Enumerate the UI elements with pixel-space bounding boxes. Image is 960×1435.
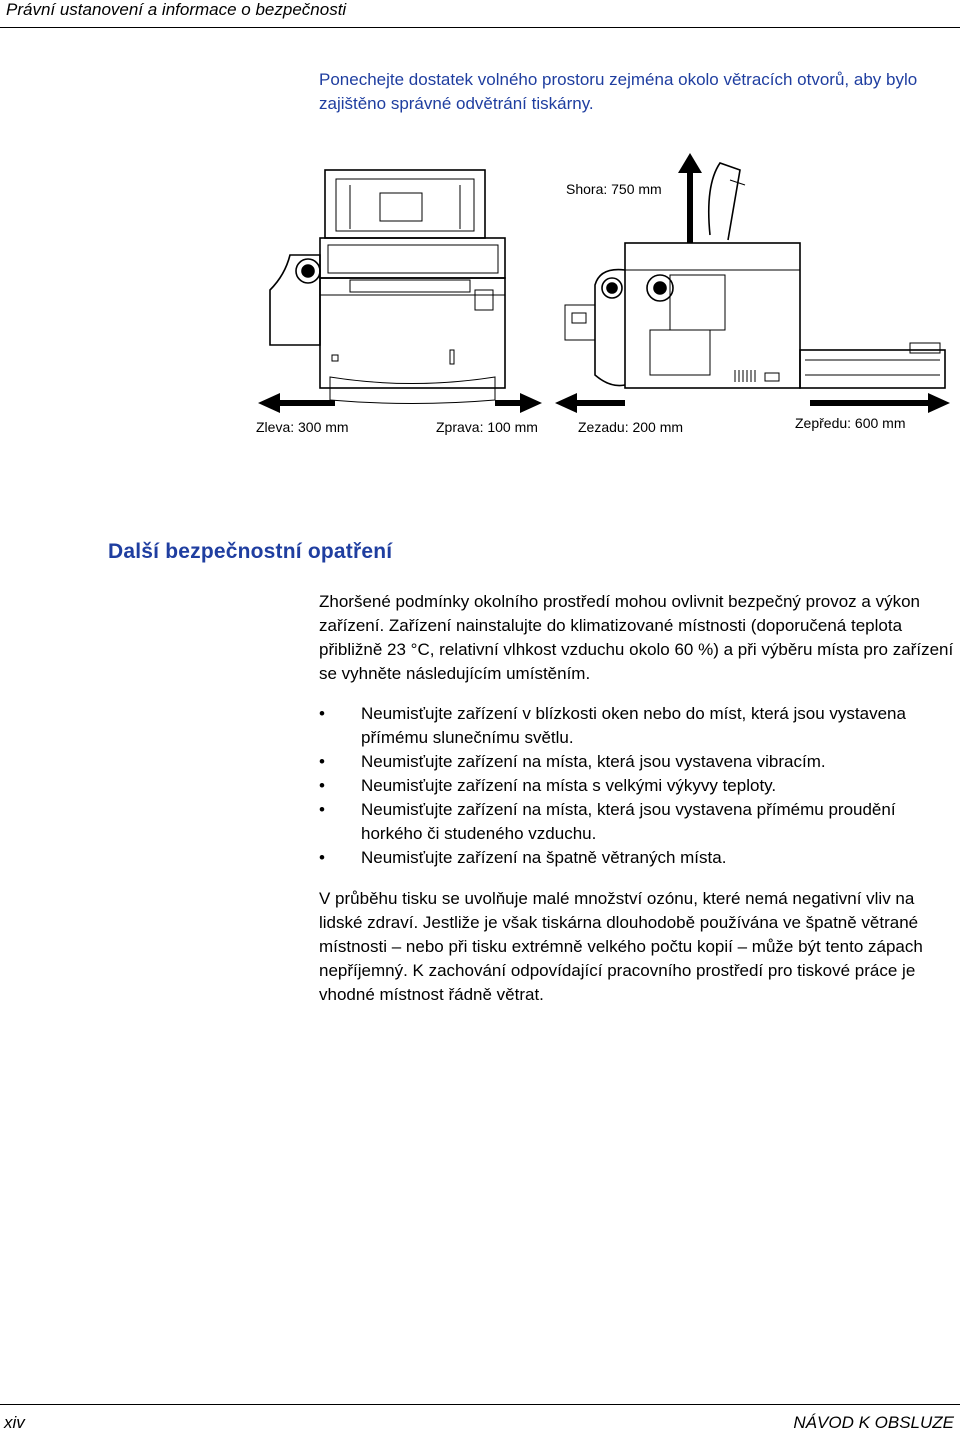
header-rule	[0, 27, 960, 28]
list-item: • Neumisťujte zařízení na špatně větraných místa.	[319, 846, 954, 870]
top-arrow-head	[678, 153, 702, 173]
page-number: xiv	[4, 1413, 25, 1432]
list-item: • Neumisťujte zařízení na místa, která jsou vystavena přímému proudění horkého či studeného vzduchu.	[319, 798, 954, 846]
intro-text: Ponechejte dostatek volného prostoru zejména okolo větracích otvorů, aby bylo zajištěno správné odvětrání tiskárny.	[319, 70, 918, 113]
front-clearance-label: Zepředu: 600 mm	[795, 415, 906, 431]
bullet-list	[319, 702, 954, 870]
right-clearance-label: Zprava: 100 mm	[436, 419, 538, 435]
front-view-upper-body	[320, 238, 505, 278]
section-paragraph-1: Zhoršené podmínky okolního prostředí mohou ovlivnit bezpečný provoz a výkon zařízení. Zařízení nainstalujte do klimatizované místnosti (doporučená teplota přibližně 23 °C, relativní vlhkost vzduchu okolo 60 %) a při výběru místa pro zařízení se vyhněte následujícím umístěním.	[319, 592, 954, 683]
footer-rule	[0, 1404, 960, 1405]
list-item: • Neumisťujte zařízení v blízkosti oken nebo do míst, která jsou vystavena přímému slunečnímu světlu.	[319, 702, 954, 750]
clearance-figure	[250, 145, 960, 445]
list-item: • Neumisťujte zařízení na místa s velkými výkyvy teploty.	[319, 774, 954, 798]
side-view-top-flap	[709, 163, 740, 240]
section-paragraph-2: V průběhu tisku se uvolňuje malé množství ozónu, které nemá negativní vliv na lidské zdraví. Jestliže je však tiskárna dlouhodobě používána ve špatně větrané místnosti – nebo při tisku extrémně velkého počtu kopií – může být tento zápach nepříjemný. K zachování odpovídající pracovního prostředí pro tiskové práce je vhodné místnost řádně větrat.	[319, 889, 923, 1004]
section-title: Další bezpečnostní opatření	[108, 540, 393, 563]
top-clearance-label: Shora: 750 mm	[566, 181, 662, 197]
front-view-top-cover	[325, 170, 485, 238]
back-clearance-label: Zezadu: 200 mm	[578, 419, 684, 435]
manual-title: NÁVOD K OBSLUZE	[793, 1413, 954, 1432]
header-title: Právní ustanovení a informace o bezpečnosti	[6, 0, 347, 19]
left-clearance-label: Zleva: 300 mm	[256, 419, 349, 435]
side-view-front-tray	[800, 350, 945, 388]
list-item: • Neumisťujte zařízení na místa, která jsou vystavena vibracím.	[319, 750, 954, 774]
side-view-body	[625, 243, 800, 388]
